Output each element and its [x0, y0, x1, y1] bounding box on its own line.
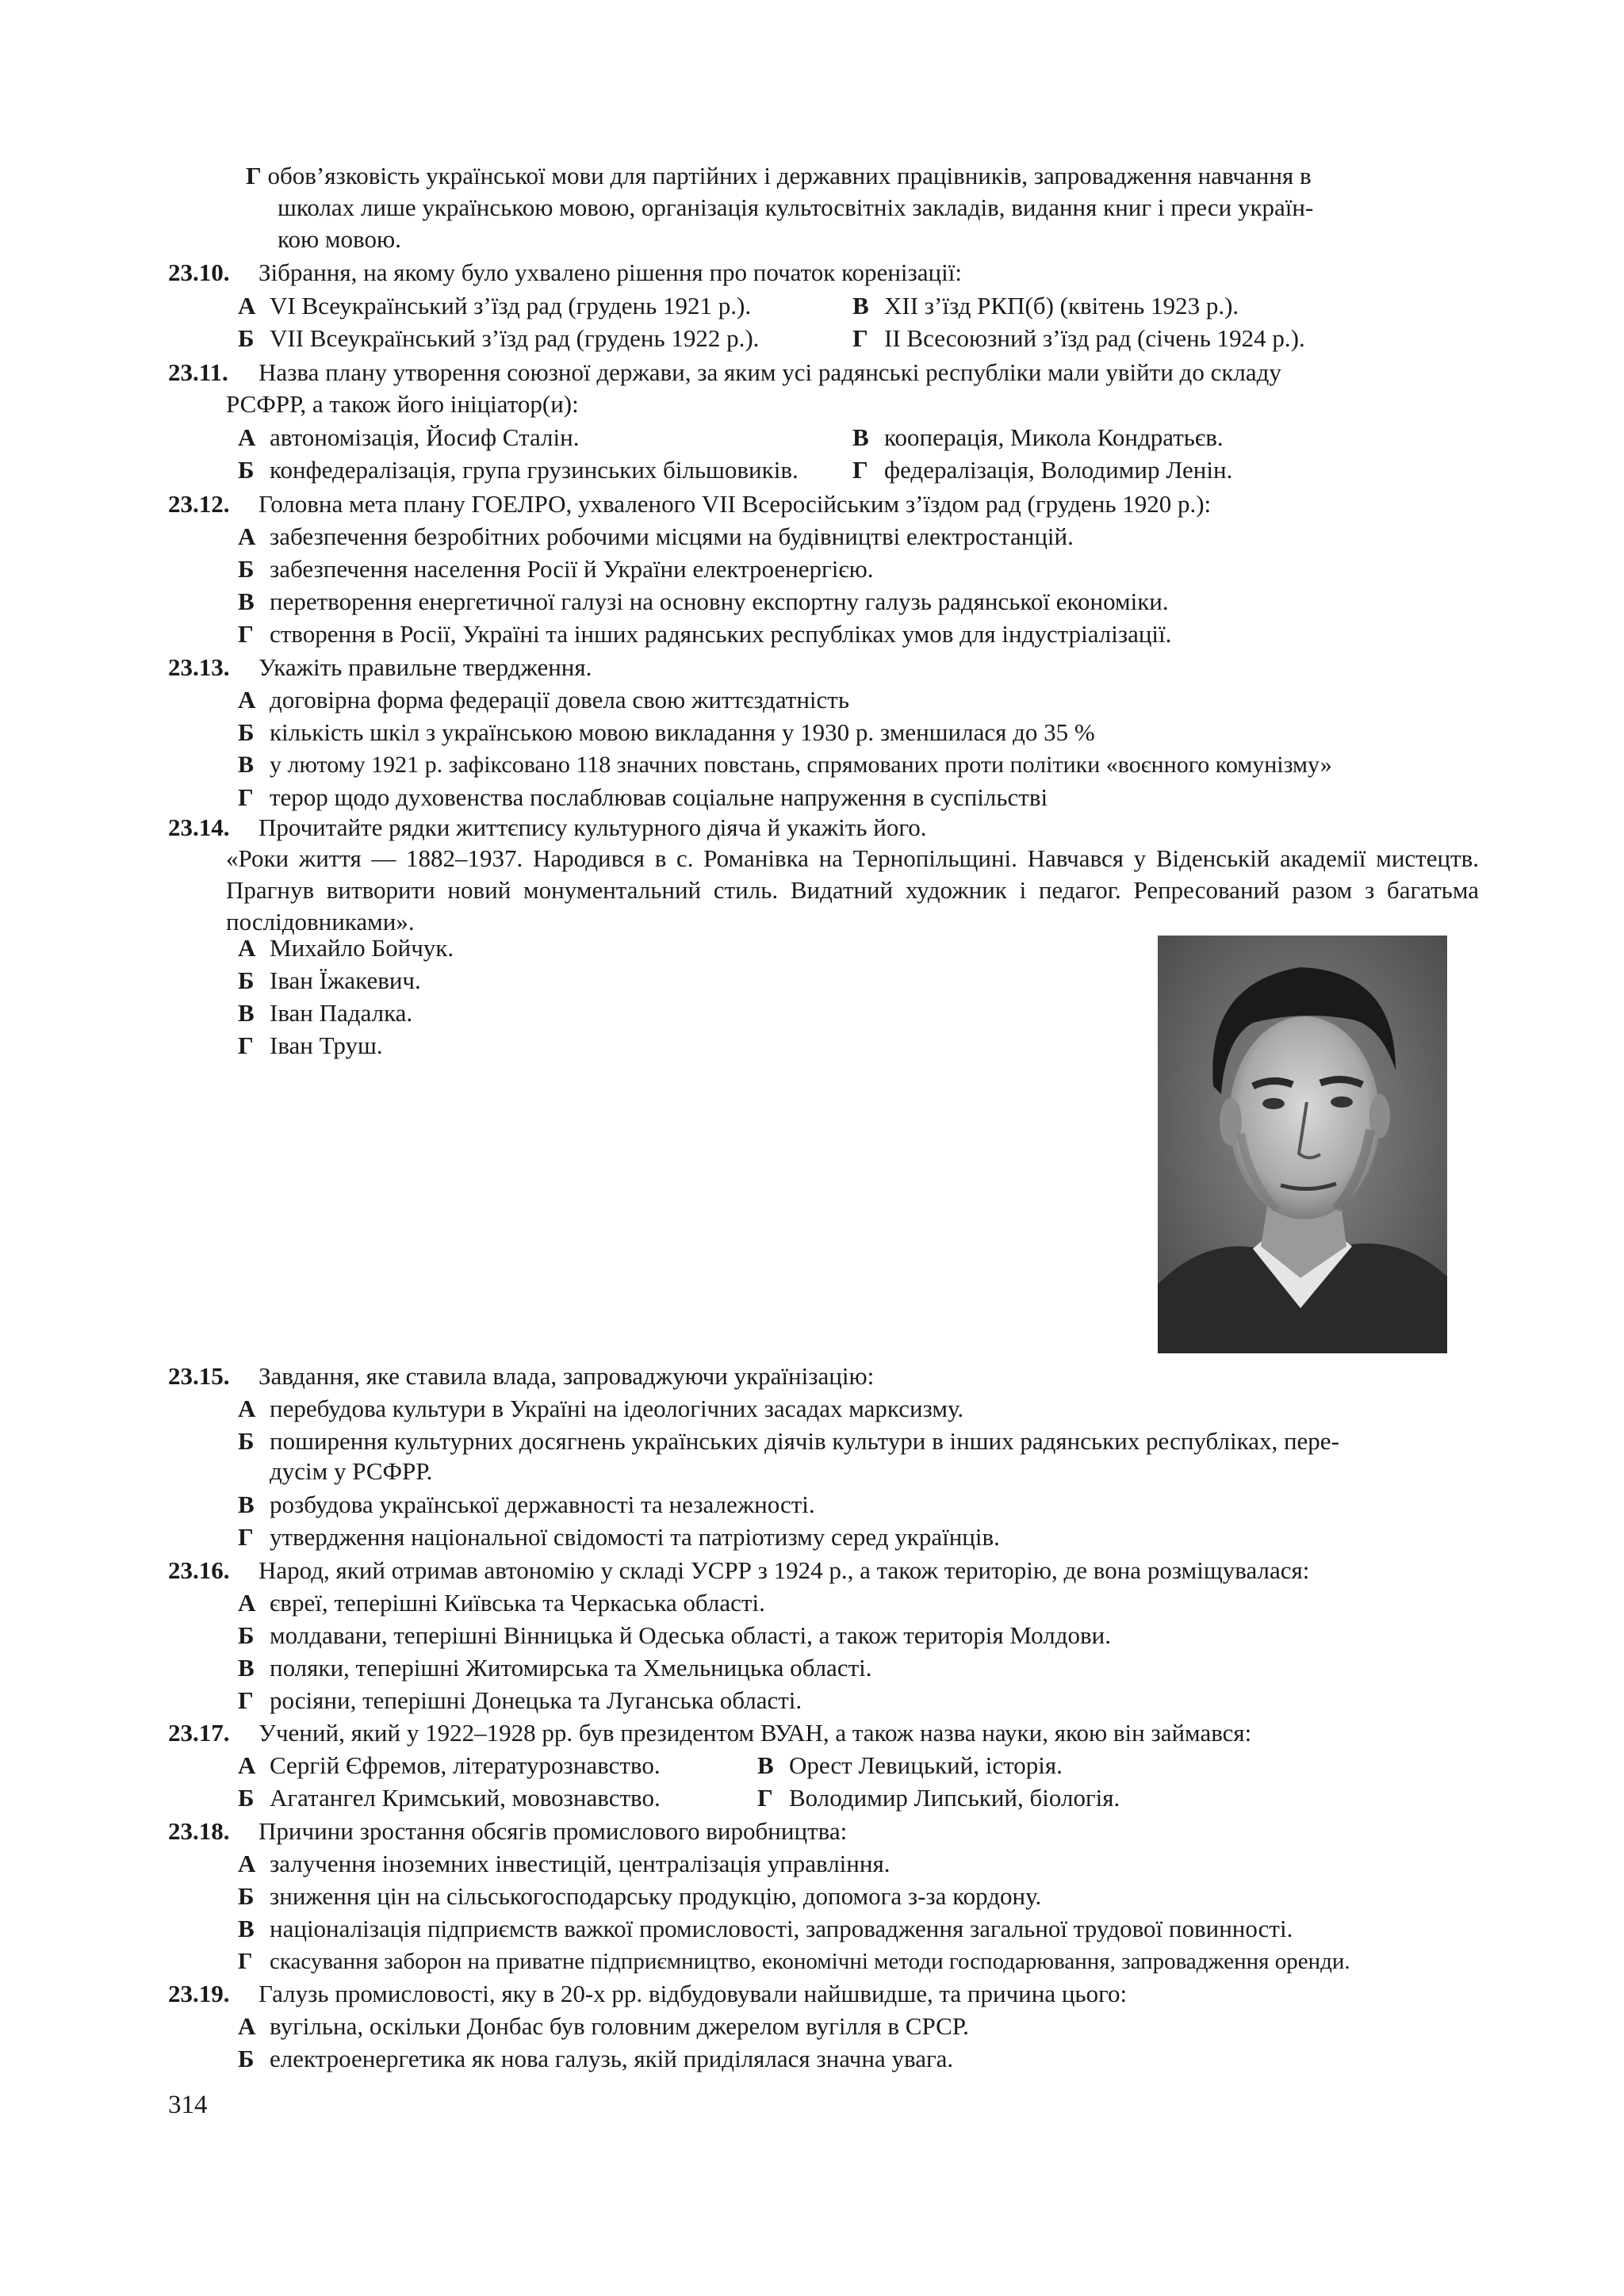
answer-text: націоналізація підприємств важкої промисловості, запровадження загальної трудової повинності.	[270, 1915, 1293, 1942]
answer-text: конфедералізація, група грузинських більшовиків.	[270, 456, 799, 484]
answer-letter: А	[238, 522, 256, 550]
answer-text: перетворення енергетичної галузі на основну експортну галузь радянської економіки.	[270, 587, 1169, 615]
answer-b[interactable]	[238, 718, 1095, 748]
answer-letter: В	[238, 587, 255, 615]
question-text-cont: РСФРР, а також його ініціатор(и):	[226, 390, 579, 418]
answer-g[interactable]	[238, 1522, 1000, 1552]
answer-text: росіяни, теперішні Донецька та Луганська області.	[270, 1686, 802, 1714]
answer-a[interactable]	[238, 423, 579, 453]
answer-text: терор щодо духовенства послаблював соціальне напруження в суспільстві	[270, 783, 1048, 811]
answer-g[interactable]	[852, 455, 1232, 485]
answer-letter: А	[238, 1589, 256, 1617]
answer-a[interactable]	[238, 1394, 963, 1424]
question-number: 23.16.	[168, 1556, 230, 1584]
answer-text: утвердження національної свідомості та патріотизму серед українців.	[270, 1523, 1000, 1551]
question-text: Причини зростання обсягів промислового виробництва:	[259, 1817, 848, 1845]
answer-letter: Б	[238, 1621, 255, 1649]
question-text: Зібрання, на якому було ухвалено рішення про початок коренізації:	[259, 258, 962, 286]
option-g-line-3: кою мовою.	[278, 225, 401, 253]
answer-letter: Г	[238, 1523, 254, 1551]
question-text: Галузь промисловості, яку в 20-х рр. відбудовували найшвидше, та причина цього:	[259, 1980, 1128, 2007]
answer-text: поляки, теперішні Житомирська та Хмельницька області.	[270, 1654, 872, 1682]
question-number: 23.17.	[168, 1719, 230, 1747]
answer-g[interactable]	[238, 1686, 802, 1716]
answer-letter: В	[238, 1654, 255, 1682]
answer-text: VI Всеукраїнський з’їзд рад (грудень 1921 р.).	[270, 292, 752, 320]
answer-text: скасування заборон на приватне підприємництво, економічні методи господарювання, запровадження оренди.	[270, 1949, 1350, 1974]
answer-text: Сергій Єфремов, літературознавство.	[270, 1751, 661, 1779]
answer-b[interactable]	[238, 966, 421, 996]
answer-a[interactable]	[238, 1751, 661, 1781]
answer-v[interactable]	[238, 998, 412, 1028]
answer-b[interactable]	[238, 1621, 1111, 1651]
answer-letter: Г	[238, 620, 254, 648]
answer-letter: В	[238, 1915, 255, 1942]
answer-v[interactable]	[238, 1490, 815, 1520]
answer-text: у лютому 1921 р. зафіксовано 118 значних повстань, спрямованих проти політики «воєнного комунізму»	[270, 752, 1332, 778]
portrait-image	[1158, 936, 1447, 1353]
answer-text: II Всесоюзний з’їзд рад (січень 1924 р.).	[884, 324, 1305, 352]
answer-a[interactable]	[238, 2011, 969, 2042]
answer-text: вугільна, оскільки Донбас був головним джерелом вугілля в СРСР.	[270, 2012, 969, 2040]
question-number: 23.12.	[168, 490, 230, 518]
answer-letter: Г	[238, 1031, 254, 1059]
answer-b[interactable]	[238, 1783, 661, 1813]
answer-text: XII з’їзд РКП(б) (квітень 1923 р.).	[884, 292, 1239, 320]
answer-a[interactable]	[238, 1849, 890, 1879]
answer-a[interactable]	[238, 522, 1074, 552]
answer-v[interactable]	[757, 1751, 1063, 1781]
answer-b[interactable]	[238, 323, 759, 354]
answer-letter: А	[238, 1395, 256, 1422]
answer-a[interactable]	[238, 291, 751, 321]
answer-g[interactable]	[238, 1946, 1350, 1976]
answer-text: Іван Падалка.	[270, 999, 413, 1027]
question-text: Укажіть правильне твердження.	[259, 653, 592, 681]
answer-letter: А	[238, 292, 256, 320]
answer-letter: Б	[238, 1427, 255, 1455]
answer-v[interactable]	[852, 423, 1224, 453]
question-text: Народ, який отримав автономію у складі УСРР з 1924 р., а також територію, де вона розміщувалася:	[259, 1556, 1310, 1584]
answer-text: Агатангел Кримський, мовознавство.	[270, 1784, 661, 1812]
answer-letter: Г	[852, 324, 868, 352]
answer-g[interactable]	[852, 323, 1305, 354]
answer-g[interactable]	[757, 1783, 1120, 1813]
option-text: обов’язковість української мови для партійних і державних працівників, запровадження навчання в	[267, 162, 1312, 189]
answer-text: розбудова української державності та незалежності.	[270, 1490, 815, 1518]
answer-text: забезпечення безробітних робочими місцями на будівництві електростанцій.	[270, 522, 1074, 550]
answer-letter: Б	[238, 718, 255, 746]
answer-b[interactable]	[238, 554, 874, 584]
question-number: 23.10.	[168, 258, 230, 286]
question-number: 23.11.	[168, 358, 228, 386]
answer-letter: Г	[757, 1784, 773, 1812]
answer-text: кооперація, Микола Кондратьєв.	[884, 423, 1224, 451]
answer-letter: В	[852, 292, 869, 320]
answer-text: Михайло Бойчук.	[270, 934, 454, 962]
answer-text: Іван Їжакевич.	[270, 966, 421, 994]
answer-text: зниження цін на сільськогосподарську продукцію, допомога з-за кордону.	[270, 1882, 1042, 1910]
answer-text: автономізація, Йосиф Сталін.	[270, 423, 580, 451]
question-number: 23.19.	[168, 1980, 230, 2007]
answer-letter: А	[238, 1850, 256, 1877]
option-g-line-1	[246, 161, 1312, 191]
answer-v[interactable]	[852, 291, 1239, 321]
answer-v[interactable]	[238, 587, 1169, 617]
answer-a[interactable]	[238, 933, 454, 963]
answer-v[interactable]	[238, 750, 1332, 780]
question-number: 23.14.	[168, 813, 230, 841]
answer-text: створення в Росії, Україні та інших радянських республіках умов для індустріалізації.	[270, 620, 1172, 648]
answer-b[interactable]	[238, 1881, 1041, 1911]
answer-b[interactable]	[238, 455, 799, 485]
question-number: 23.13.	[168, 653, 230, 681]
answer-g[interactable]	[238, 783, 1048, 813]
answer-letter: В	[238, 752, 255, 778]
answer-letter: В	[238, 999, 255, 1027]
answer-a[interactable]	[238, 685, 849, 715]
answer-text: євреї, теперішні Київська та Черкаська області.	[270, 1589, 765, 1617]
answer-v[interactable]	[238, 1653, 872, 1683]
question-text: Назва плану утворення союзної держави, за яким усі радянські республіки мали увійти до складу	[259, 358, 1281, 386]
answer-letter: Б	[238, 966, 255, 994]
answer-a[interactable]	[238, 1588, 765, 1618]
answer-letter: Б	[238, 1784, 255, 1812]
answer-letter: Б	[238, 456, 255, 484]
answer-text: забезпечення населення Росії й України електроенергією.	[270, 555, 874, 583]
answer-text: поширення культурних досягнень українських діячів культури в інших радянських республіках, пере-	[270, 1427, 1339, 1455]
answer-text: залучення іноземних інвестицій, централізація управління.	[270, 1850, 891, 1877]
answer-text: молдавани, теперішні Вінницька й Одеська області, а також територія Молдови.	[270, 1621, 1111, 1649]
answer-letter: А	[238, 686, 256, 714]
answer-letter: А	[238, 1751, 256, 1779]
answer-text: договірна форма федерації довела свою життєздатність	[270, 686, 849, 714]
answer-text: Орест Левицький, історія.	[789, 1751, 1063, 1779]
answer-text: Іван Труш.	[270, 1031, 383, 1059]
answer-letter: Б	[238, 1882, 255, 1910]
answer-text: VII Всеукраїнський з’їзд рад (грудень 1922 р.).	[270, 324, 760, 352]
option-g-line-2: школах лише українською мовою, організація культосвітніх закладів, видання книг і преси україн-	[278, 193, 1314, 221]
answer-letter: Г	[238, 1686, 254, 1714]
answer-letter: Г	[238, 783, 254, 811]
answer-v[interactable]	[238, 1914, 1293, 1944]
answer-text: перебудова культури в Україні на ідеологічних засадах марксизму.	[270, 1395, 964, 1422]
portrait-photo	[1158, 936, 1447, 1353]
answer-b[interactable]	[238, 1426, 1339, 1456]
answer-g[interactable]	[238, 1031, 383, 1061]
question-number: 23.15.	[168, 1362, 230, 1390]
question-text: Головна мета плану ГОЕЛРО, ухваленого VII Всеросійським з’їздом рад (грудень 1920 р.):	[259, 490, 1212, 518]
answer-text: федералізація, Володимир Ленін.	[884, 456, 1233, 484]
question-number: 23.18.	[168, 1817, 230, 1845]
answer-letter: Г	[852, 456, 868, 484]
option-letter: Г	[246, 162, 262, 189]
answer-text: кількість шкіл з українською мовою викладання у 1930 р. зменшилася до 35 %	[270, 718, 1095, 746]
biography-quote: «Роки життя — 1882–1937. Народився в с. Романівка на Тернопільщині. Навчався у Віденській академії мистецтв. Прагнув витворити новий монументальний стиль. Видатний художник і педагог. Репресований разом з багатьма послідовниками».	[226, 844, 1479, 936]
answer-letter: Б	[238, 324, 255, 352]
answer-letter: Г	[238, 1949, 253, 1974]
question-text: Завдання, яке ставила влада, запроваджуючи українізацію:	[259, 1362, 875, 1390]
answer-letter: А	[238, 423, 256, 451]
answer-letter: Б	[238, 2045, 255, 2072]
answer-text: електроенергетика як нова галузь, якій приділялася значна увага.	[270, 2045, 954, 2072]
answer-letter: А	[238, 2012, 256, 2040]
answer-g[interactable]	[238, 619, 1171, 649]
answer-letter: Б	[238, 555, 255, 583]
answer-text: Володимир Липський, біологія.	[789, 1784, 1120, 1812]
answer-b-cont: дусім у РСФРР.	[270, 1457, 433, 1485]
page-number: 314	[168, 2091, 208, 2119]
answer-letter: В	[757, 1751, 774, 1779]
question-text: Учений, який у 1922–1928 рр. був президентом ВУАН, а також назва науки, якою він займався:	[259, 1719, 1252, 1747]
question-text: Прочитайте рядки життєпису культурного діяча й укажіть його.	[259, 813, 927, 841]
answer-letter: В	[238, 1490, 255, 1518]
answer-letter: А	[238, 934, 256, 962]
answer-letter: В	[852, 423, 869, 451]
answer-b[interactable]	[238, 2044, 953, 2074]
